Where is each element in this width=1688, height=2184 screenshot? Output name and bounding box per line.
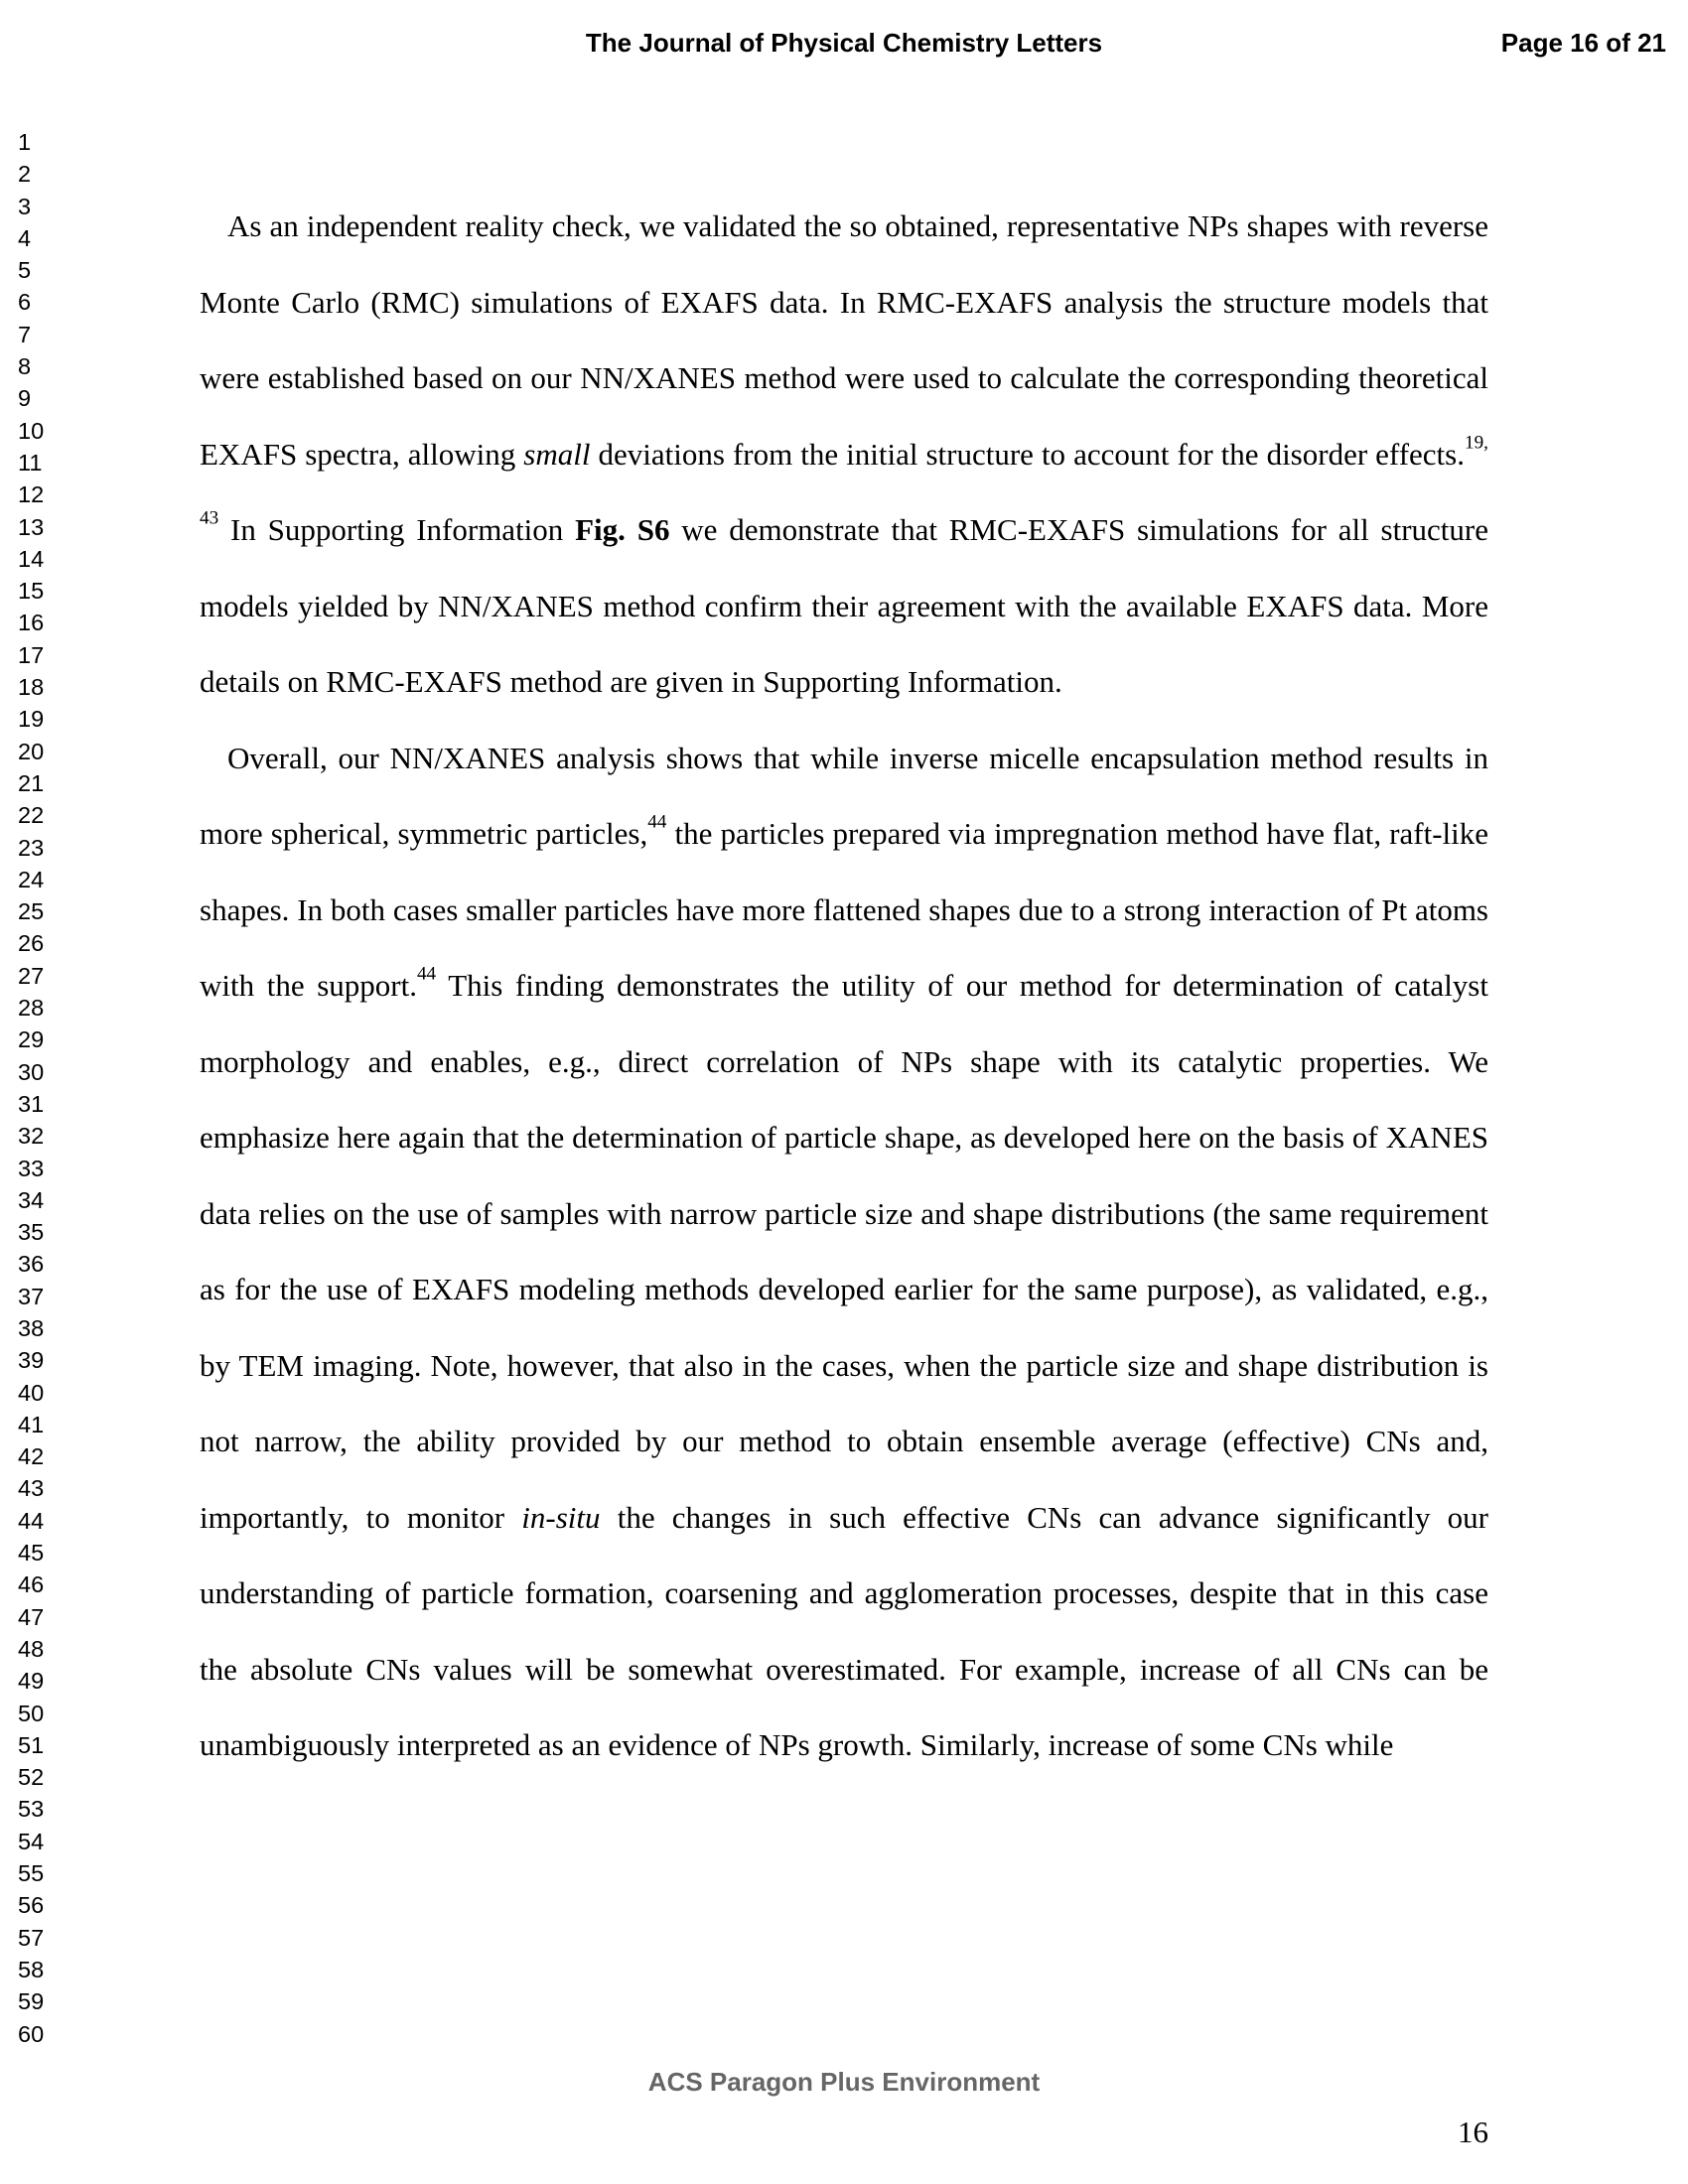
line-number: 30 — [18, 1058, 45, 1085]
line-number: 22 — [18, 802, 45, 829]
line-number: 38 — [18, 1314, 45, 1341]
line-number: 27 — [18, 962, 45, 989]
line-number: 11 — [18, 449, 43, 476]
paragraph-2 — [200, 721, 1488, 1784]
paragraph-text: the changes in such effective CNs can advance significantly our understanding of particle formation, coarsening and agglomeration processes, despite that in this case the absolute CNs values will be somewhat overestimated. For example, increase of all CNs can be unambiguously interpreted as an evidence of NPs growth. Similarly, increase of some CNs while — [200, 1499, 1488, 1762]
line-number: 17 — [18, 641, 45, 668]
paragraph-text: the particles prepared via impregnation method have flat, raft-like shapes. In both cases smaller particles have more flattened shapes due to a strong interaction of Pt atoms with the support. — [200, 816, 1488, 1003]
line-number: 35 — [18, 1219, 45, 1246]
line-number: 12 — [18, 481, 45, 508]
line-number: 59 — [18, 1988, 45, 2015]
italic-term: in-situ — [521, 1499, 601, 1535]
line-number: 54 — [18, 1828, 45, 1854]
line-number: 45 — [18, 1540, 45, 1567]
citation-ref: 44 — [416, 963, 437, 985]
line-number: 1 — [18, 129, 32, 155]
line-number: 34 — [18, 1186, 45, 1213]
line-number: 56 — [18, 1892, 45, 1919]
line-number: 25 — [18, 898, 45, 925]
line-number: 29 — [18, 1026, 45, 1053]
line-number: 42 — [18, 1443, 45, 1470]
line-number: 40 — [18, 1379, 45, 1406]
line-number: 5 — [18, 257, 32, 284]
line-number: 44 — [18, 1507, 45, 1534]
line-number: 28 — [18, 995, 45, 1022]
line-number: 49 — [18, 1668, 45, 1695]
line-number: 43 — [18, 1475, 45, 1502]
line-number: 60 — [18, 2020, 45, 2047]
body-text — [200, 189, 1488, 1784]
paragraph-text: we demonstrate that RMC-EXAFS simulations for all structure models yielded by NN/XANES method confirm their agreement with the available EXAFS data. More details on RMC-EXAFS method are given in Supporting Information. — [200, 512, 1488, 699]
line-number: 23 — [18, 834, 45, 861]
citation-ref: 44 — [647, 811, 667, 833]
paragraph-text: As an independent reality check, we validated the so obtained, representative NPs shapes with reverse Monte Carlo (RMC) simulations of EXAFS data. In RMC-EXAFS analysis the structure models that were established based on our NN/XANES method were used to calculate the corresponding theoretical EXAFS spectra, allowing — [200, 208, 1488, 472]
paragraph-1 — [200, 189, 1488, 721]
citation-ref: 19, 43 — [200, 432, 1488, 529]
line-number: 32 — [18, 1123, 45, 1150]
line-number: 53 — [18, 1796, 45, 1823]
line-number: 10 — [18, 417, 45, 444]
line-number: 2 — [18, 161, 32, 188]
page-indicator: Page 16 of 21 — [1500, 28, 1666, 58]
line-number: 33 — [18, 1155, 45, 1181]
line-number: 47 — [18, 1603, 45, 1630]
line-number: 55 — [18, 1860, 45, 1887]
line-number: 9 — [18, 385, 32, 412]
line-number: 41 — [18, 1411, 45, 1437]
line-number: 19 — [18, 706, 45, 733]
line-number: 50 — [18, 1700, 45, 1726]
line-number: 36 — [18, 1251, 45, 1278]
line-number: 4 — [18, 224, 32, 251]
line-number: 7 — [18, 321, 32, 347]
line-number: 6 — [18, 289, 32, 316]
paragraph-text: deviations from the initial structure to account for the disorder effects. — [590, 436, 1465, 472]
line-number: 37 — [18, 1283, 45, 1309]
line-number: 18 — [18, 674, 45, 701]
line-number: 13 — [18, 513, 45, 540]
line-number: 48 — [18, 1635, 45, 1662]
line-number: 8 — [18, 353, 32, 380]
italic-term: small — [523, 436, 591, 472]
paragraph-text: This finding demonstrates the utility of our method for determination of catalyst morphology and enables, e.g., direct correlation of NPs shape with its catalytic properties. We emphasize here again that the determination of particle shape, as developed here on the basis of XANES data relies on the use of samples with narrow particle size and shape distributions (the same requirement as for the use of EXAFS modeling methods developed earlier for the same purpose), as validated, e.g., by TEM imaging. Note, however, that also in the cases, when the particle size and shape distribution is not narrow, the ability provided by our method to obtain ensemble average (effective) CNs and, importantly, to monitor — [200, 968, 1488, 1535]
line-number: 52 — [18, 1764, 45, 1791]
footer-environment: ACS Paragon Plus Environment — [647, 2067, 1041, 2097]
line-number: 15 — [18, 578, 45, 605]
line-number: 20 — [18, 738, 45, 764]
line-number: 14 — [18, 545, 45, 572]
line-number: 31 — [18, 1090, 45, 1117]
line-number: 26 — [18, 930, 45, 957]
line-number: 24 — [18, 866, 45, 892]
paragraph-text: Overall, our NN/XANES analysis shows that while inverse micelle encapsulation method results in more spherical, symmetric particles, — [200, 740, 1488, 851]
journal-title: The Journal of Physical Chemistry Letters — [585, 28, 1103, 58]
figure-ref: Fig. S6 — [575, 512, 670, 547]
paragraph-text: In Supporting Information — [218, 512, 576, 547]
line-number: 51 — [18, 1731, 45, 1758]
line-number: 16 — [18, 610, 45, 636]
line-number: 58 — [18, 1956, 45, 1982]
line-number: 21 — [18, 769, 45, 796]
line-number: 39 — [18, 1347, 45, 1374]
page-number: 16 — [1458, 2115, 1488, 2149]
line-number: 46 — [18, 1571, 45, 1598]
line-number: 3 — [18, 193, 32, 219]
line-number: 57 — [18, 1924, 45, 1951]
line-numbers — [18, 126, 44, 2050]
